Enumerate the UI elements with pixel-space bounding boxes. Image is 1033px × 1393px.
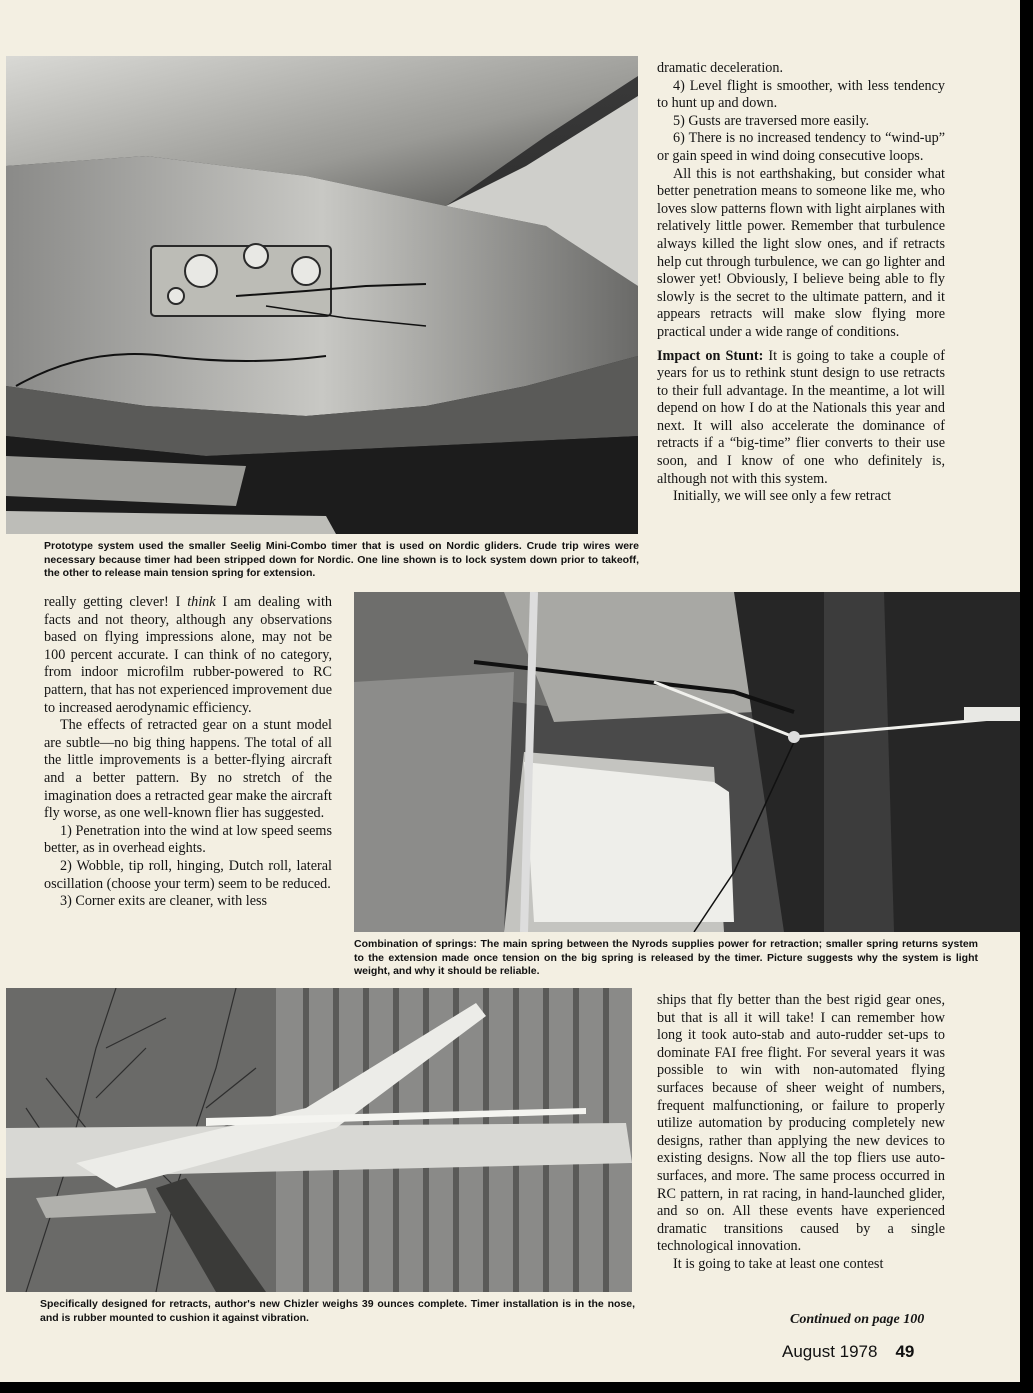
column-right-top <box>657 60 945 506</box>
paragraph: dramatic deceleration. <box>657 60 784 76</box>
paragraph: 6) There is no increased tendency to “wind-up” or gain speed in wind doing consecutive loops. <box>657 130 945 164</box>
page-number: 49 <box>895 1342 915 1361</box>
paragraph: The effects of retracted gear on a stunt model are subtle—no big thing happens. The total of all the little improvements is a better-flying aircraft and a better pattern. By no stretch of the imagination does a retracted gear make the aircraft fly worse, as one well-known flier has suggested. <box>44 717 332 822</box>
paragraph-text: really getting clever! I <box>44 594 188 610</box>
paragraph: 4) Level flight is smoother, with less tendency to hunt up and down. <box>657 77 945 112</box>
paragraph <box>44 594 332 717</box>
paragraph-text: It is going to take a couple of years for us to rethink stunt design to use retracts to their full advantage. In the meantime, a lot will depend on how I do at the Nationals this year and next. It will also accelerate the dominance of retracts if a “big-time” flier converts to their use soon, and I know of one who definitely is, although not with this system. <box>657 347 945 487</box>
caption-bottom: Specifically designed for retracts, author's new Chizler weighs 39 ounces complete. Timer installation is in the nose, and is rubber mounted to cushion it against vibration. <box>40 1298 635 1324</box>
chizler-model-photo-icon <box>6 988 632 1292</box>
page-footer <box>782 1342 914 1362</box>
continued-on-page: Continued on page 100 <box>790 1312 925 1327</box>
paragraph-impact-on-stunt <box>657 348 945 489</box>
paragraph: It is going to take at least one contest <box>673 1255 884 1272</box>
paragraph: ships that fly better than the best rigid gear ones, but that is all it will take! I can remember how long it took auto-stab and auto-rudder set-ups to dominate FAI free flight. For several years it was possible to win with non-automated flying surfaces because of sheer weight of numbers, frequent malfunctioning, or failure to properly utilize automation by producing completely new designs, rather than applying the new devices to existing designs. Now all the top fliers use auto-surfaces, and more. The same process occurred in RC pattern, in rat racing, in hand-launched glider, and so on. All these events have experienced dramatic transitions caused by a single technological innovation. <box>657 992 945 1255</box>
paragraph: 2) Wobble, tip roll, hinging, Dutch roll, lateral oscillation (choose your term) seem to be reduced. <box>44 857 332 892</box>
column-right-bottom <box>657 992 945 1274</box>
photo-springs <box>354 592 1020 932</box>
issue-date: August 1978 <box>782 1342 878 1361</box>
caption-middle: Combination of springs: The main spring between the Nyrods supplies power for retraction; smaller spring returns system to the extension made once tension on the big spring is released by the timer. Picture suggests why the system is light weight, and why it should be reliable. <box>354 938 978 977</box>
subhead-impact-on-stunt: Impact on Stunt: <box>657 347 764 364</box>
column-left-middle <box>44 594 332 911</box>
paragraph-text: I am dealing with facts and not theory, although any observations based on flying impressions alone, may not be 100 percent accurate. I can think of no category, from indoor microfilm rubber-powered to RC pattern, that has not experienced improvement due to increased aerodynamic efficiency. <box>44 594 332 716</box>
emphasis-think: think <box>187 594 216 610</box>
caption-top: Prototype system used the smaller Seelig Mini-Combo timer that is used on Nordic gliders. Crude trip wires were necessary because timer had been stripped down for Nordic. One line shown is to lock system down prior to takeoff, the other to release main tension spring for extension. <box>44 540 639 579</box>
springs-nyrods-photo-icon <box>354 592 1020 932</box>
photo-chizler-model <box>6 988 632 1292</box>
paragraph: 3) Corner exits are cleaner, with less <box>60 893 268 910</box>
paragraph: All this is not earthshaking, but consider what better penetration means to someone like me, who loves slow patterns flown with light airplanes with relatively little power. Remember that turbulence always killed the light slow ones, and if retracts help cut through turbulence, we can go lighter and slower yet! Obviously, I believe being able to fly slowly is the secret to the ultimate pattern, and it appears retracts will make slow flying more practical under a wide range of conditions. <box>657 165 945 340</box>
photo-retract-timer <box>6 56 638 534</box>
retract-timer-photo-icon <box>6 56 638 534</box>
paragraph: 1) Penetration into the wind at low speed seems better, as in overhead eights. <box>44 822 332 857</box>
paragraph: 5) Gusts are traversed more easily. <box>673 112 870 129</box>
paragraph: Initially, we will see only a few retract <box>673 488 892 505</box>
